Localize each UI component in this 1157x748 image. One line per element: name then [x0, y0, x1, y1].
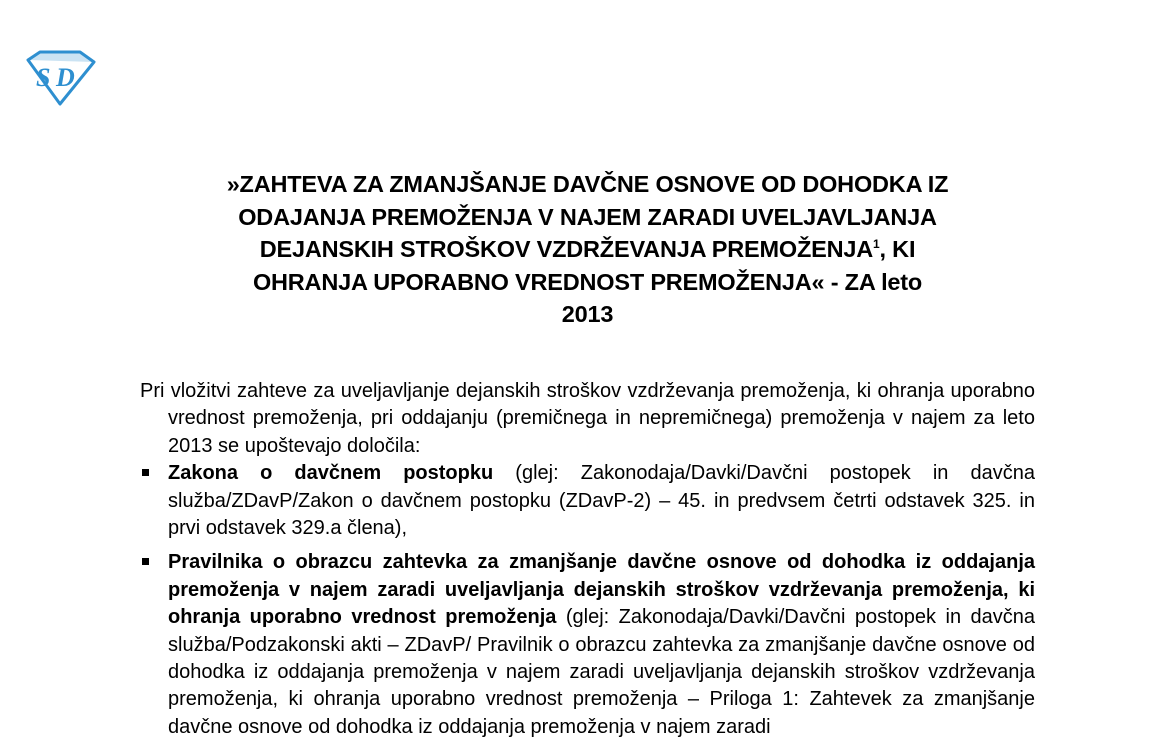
list-item-text: (glej: Zakonodaja/Davki/Davčni postopek in davčna služba/Podzakonski akti – ZDavP/ Pravilnik o obrazcu zahtevka za zmanjšanje davčne osnove od dohodka iz oddajanja premoženja v najem zaradi uveljavljanja dejanskih stroškov vzdrževanja premoženja, ki ohranja uporabno vrednost premoženja – Priloga 1: Zahtevek za zmanjšanje davčne osnove od dohodka iz oddajanja premoženja v najem zaradi — [168, 606, 1036, 738]
list-item-bold: Zakona o davčnem postopku — [168, 462, 494, 485]
document-body — [140, 378, 1035, 748]
title-line-4: OHRANJA UPORABNO VREDNOST PREMOŽENJA« - ZA leto — [252, 268, 923, 295]
list-item-bold: Pravilnika o obrazcu zahtevka za zmanjšanje davčne osnove od dohodka iz oddajanja premoženja v najem zaradi uveljavljanja dejanskih stroškov vzdrževanja premoženja, ki ohranja uporabno vrednost premoženja — [168, 551, 1035, 629]
intro-paragraph: Pri vložitvi zahteve za uveljavljanje dejanskih stroškov vzdrževanja premoženja, ki ohranja uporabno vrednost premoženja, pri oddajanju (premičnega in nepremičnega) premoženja v najem za leto 2013 se upoštevajo določila: — [140, 380, 1035, 457]
list-item — [140, 460, 1035, 542]
svg-text:D: D — [56, 63, 75, 92]
title-line-5: 2013 — [561, 301, 614, 327]
svg-text:S: S — [36, 63, 51, 92]
sd-logo-icon — [22, 50, 98, 106]
bullet-icon — [142, 558, 149, 565]
regulation-list — [140, 460, 1035, 741]
list-item-text: (glej: Zakonodaja/Davki/Davčni postopek in davčna služba/ZDavP/Zakon o davčnem postopku (ZDavP-2) – 45. in predvsem četrti odstavek 325. in prvi odstavek 329.a člena), — [168, 462, 1035, 540]
title-line-1: »ZAHTEVA ZA ZMANJŠANJE DAVČNE OSNOVE OD DOHODKA IZ — [226, 171, 949, 197]
title-line-3 — [140, 233, 1035, 266]
list-item — [140, 549, 1035, 741]
bullet-icon — [142, 469, 149, 476]
footnote-ref[interactable]: 1 — [873, 237, 880, 252]
document-title — [140, 168, 1035, 331]
title-line-3-tail: , KI — [879, 236, 916, 262]
title-line-3-text: DEJANSKIH STROŠKOV VZDRŽEVANJA PREMOŽENJA — [259, 236, 874, 262]
title-line-2: ODAJANJA PREMOŽENJA V NAJEM ZARADI UVELJAVLJANJA — [238, 203, 937, 230]
